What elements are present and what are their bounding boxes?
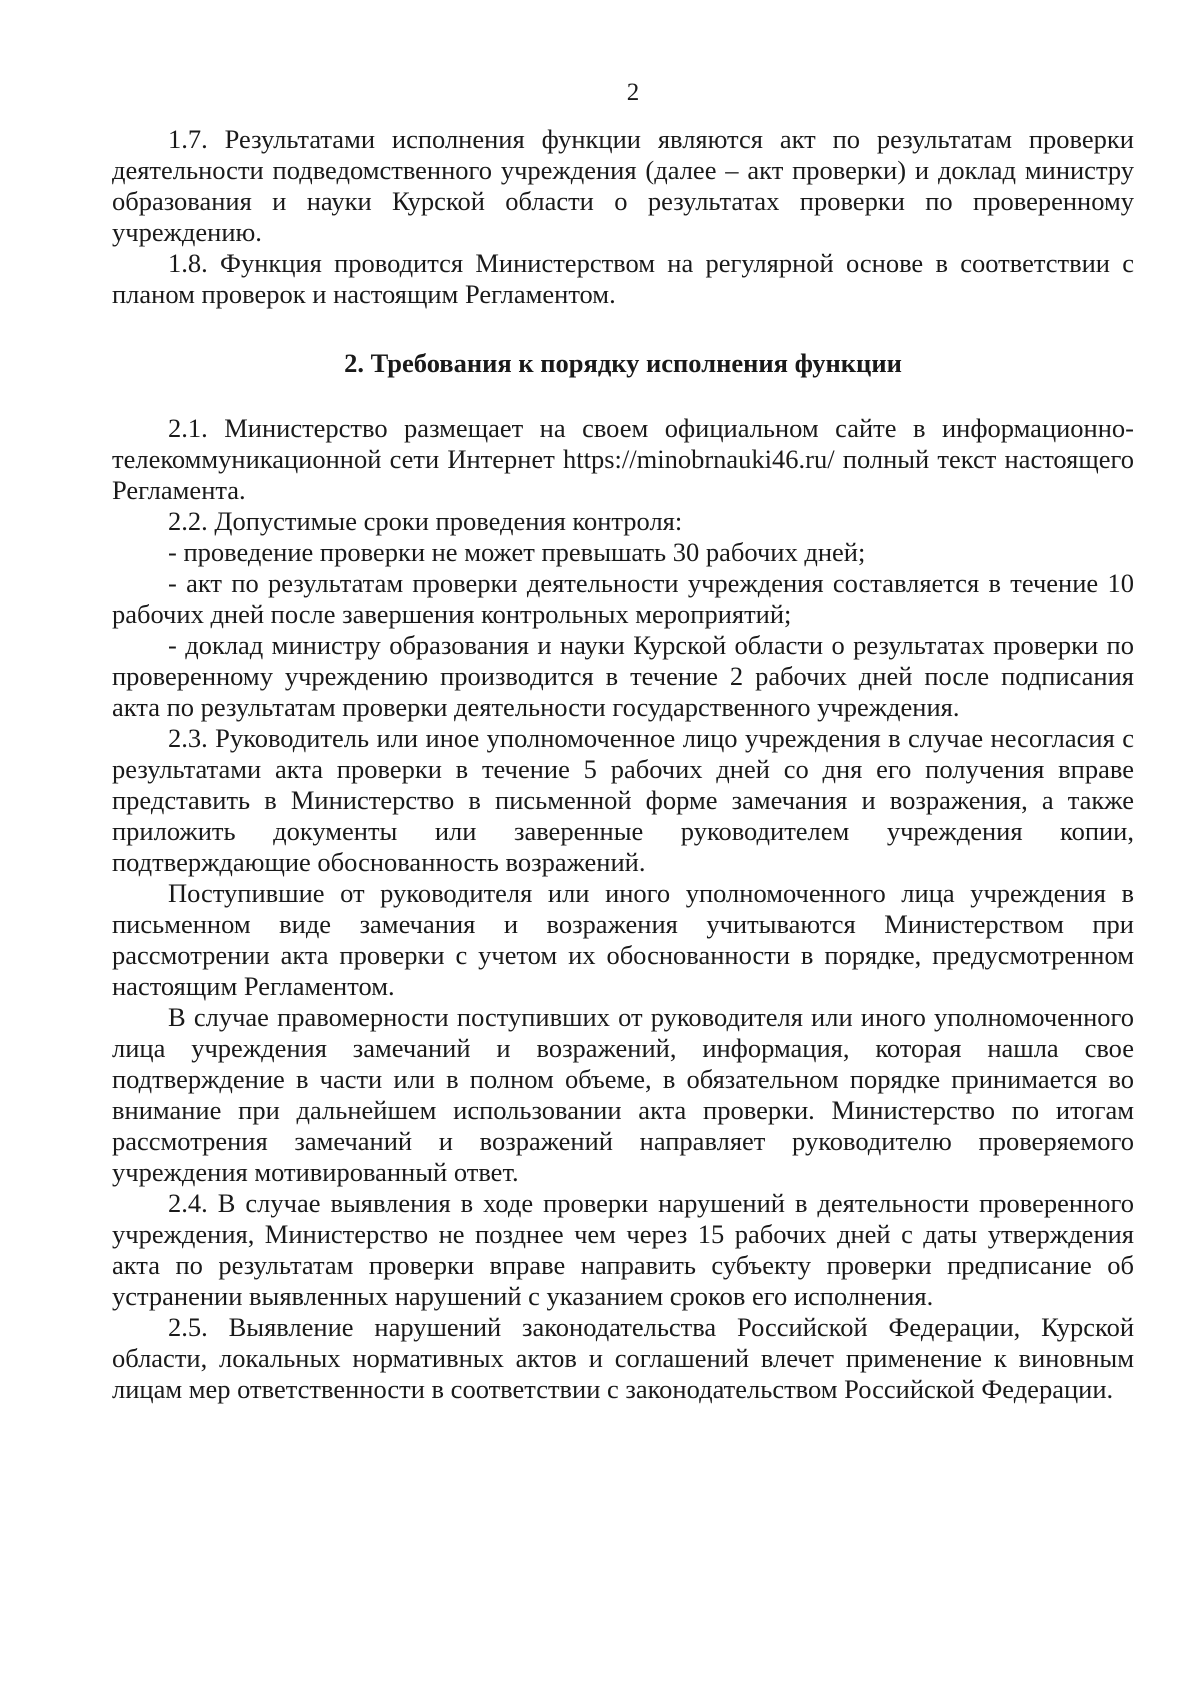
paragraph-2-3: 2.3. Руководитель или иное уполномоченное лицо учреждения в случае несогласия с результатами акта проверки в течение 5 рабочих дней со дня его получения вправе представить в Министерство в письменной форме замечания и возражения, а также приложить документы или заверенные руководителем учреждения копии, подтверждающие обоснованность возражений.: [112, 723, 1134, 877]
paragraph-objections: Поступившие от руководителя или иного уполномоченного лица учреждения в письменном виде замечания и возражения учитываются Министерством при рассмотрении акта проверки с учетом их обоснованности в порядке, предусмотренном настоящим Регламентом.: [112, 878, 1134, 1001]
list-item-report-deadline: - доклад министру образования и науки Курской области о результатах проверки по проверенному учреждению производится в течение 2 рабочих дней после подписания акта по результатам проверки деятельности государственного учреждения.: [112, 630, 1134, 722]
paragraph-2-5: 2.5. Выявление нарушений законодательства Российской Федерации, Курской области, локальных нормативных актов и соглашений влечет применение к виновным лицам мер ответственности в соответствии с законодательством Российской Федерации.: [112, 1312, 1134, 1404]
section-heading: 2. Требования к порядку исполнения функции: [344, 348, 902, 378]
paragraph-2-2: 2.2. Допустимые сроки проведения контроля:: [168, 506, 683, 536]
page-number: 2: [626, 79, 640, 106]
paragraph-legitimacy: В случае правомерности поступивших от руководителя или иного уполномоченного лица учреждения замечаний и возражений, информация, которая нашла свое подтверждение в части или в полном объеме, в обязательном порядке принимается во внимание при дальнейшем использовании акта проверки. Министерство по итогам рассмотрения замечаний и возражений направляет руководителю проверяемого учреждения мотивированный ответ.: [112, 1002, 1134, 1187]
paragraph-2-1: 2.1. Министерство размещает на своем официальном сайте в информационно-телекоммуникационной сети Интернет https://minobrnauki46.ru/ полный текст настоящего Регламента.: [112, 413, 1134, 505]
list-item-inspection-duration: - проведение проверки не может превышать 30 рабочих дней;: [168, 537, 866, 567]
list-item-act-deadline: - акт по результатам проверки деятельности учреждения составляется в течение 10 рабочих дней после завершения контрольных мероприятий;: [112, 568, 1134, 629]
paragraph-2-4: 2.4. В случае выявления в ходе проверки нарушений в деятельности проверенного учреждения, Министерство не позднее чем через 15 рабочих дней с даты утверждения акта по результатам проверки вправе направить субъекту проверки предписание об устранении выявленных нарушений с указанием сроков его исполнения.: [112, 1188, 1134, 1311]
paragraph-1-8: 1.8. Функция проводится Министерством на регулярной основе в соответствии с планом проверок и настоящим Регламентом.: [112, 248, 1134, 309]
paragraph-1-7: 1.7. Результатами исполнения функции являются акт по результатам проверки деятельности подведомственного учреждения (далее – акт проверки) и доклад министру образования и науки Курской области о результатах проверки по проверенному учреждению.: [112, 124, 1134, 247]
